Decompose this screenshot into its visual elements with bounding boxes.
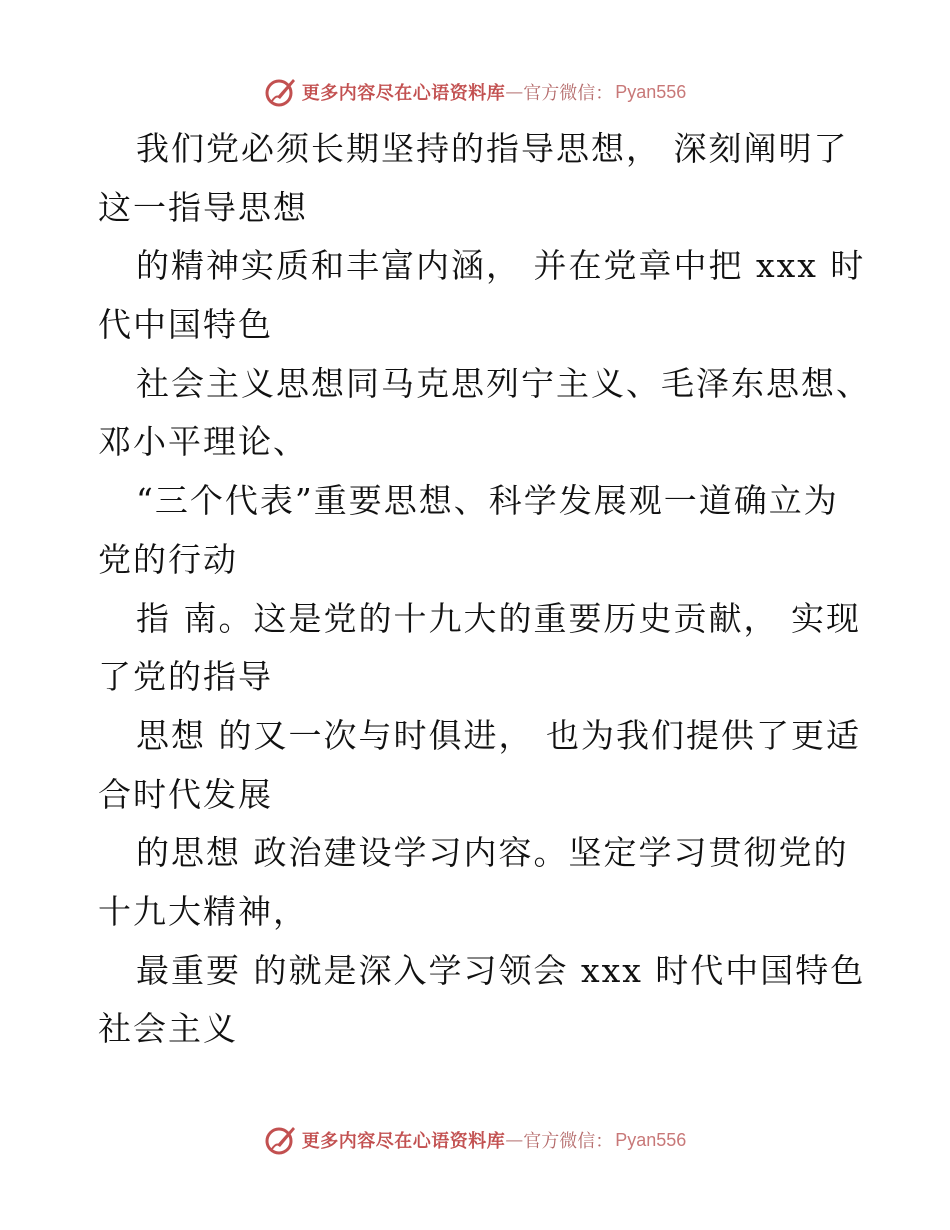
text-line: 合时代发展 [98, 774, 273, 814]
watermark-separator: — [505, 1129, 524, 1151]
text-line: 十九大精神， [98, 891, 308, 931]
quill-pen-logo-icon [264, 1123, 298, 1157]
document-body [98, 120, 871, 1059]
text-line: 思想 的又一次与时俱进， 也为我们提供了更适 [136, 715, 861, 755]
text-line: 最重要 的就是深入学习领会 xxx 时代中国特色 [136, 950, 866, 990]
watermark-wechat-id: Pyan556 [615, 1129, 687, 1150]
watermark-wechat-label: 官方微信： [523, 83, 614, 104]
text-line: 邓小平理论、 [98, 422, 308, 462]
text-line: 社会主义思想同马克思列宁主义、毛泽东思想、 [136, 363, 871, 403]
watermark-separator: — [505, 81, 524, 103]
text-line: 党的行动 [98, 539, 238, 579]
text-line: 代中国特色 [98, 305, 273, 345]
watermark-main-text: 更多内容尽在心语资料库 [301, 83, 506, 104]
watermark-main-text: 更多内容尽在心语资料库 [301, 1131, 506, 1152]
header-watermark [0, 72, 950, 112]
watermark-wechat-id: Pyan556 [615, 81, 687, 102]
text-line: 社会主义 [98, 1009, 238, 1049]
text-line: 的思想 政治建设学习内容。坚定学习贯彻党的 [136, 833, 849, 873]
watermark-wechat-label: 官方微信： [523, 1131, 614, 1152]
text-line: 的精神实质和丰富内涵， 并在党章中把 xxx 时 [136, 246, 866, 286]
text-line: “三个代表”重要思想、科学发展观一道确立为 [136, 481, 839, 521]
text-line: 这一指导思想 [98, 187, 308, 227]
text-line: 我们党必须长期坚持的指导思想， 深刻阐明了 [136, 129, 849, 168]
text-line: 了党的指导 [98, 657, 273, 697]
text-line: 指 南。这是党的十九大的重要历史贡献， 实现 [136, 598, 861, 638]
quill-pen-logo-icon [264, 75, 298, 109]
footer-watermark [0, 1120, 950, 1160]
